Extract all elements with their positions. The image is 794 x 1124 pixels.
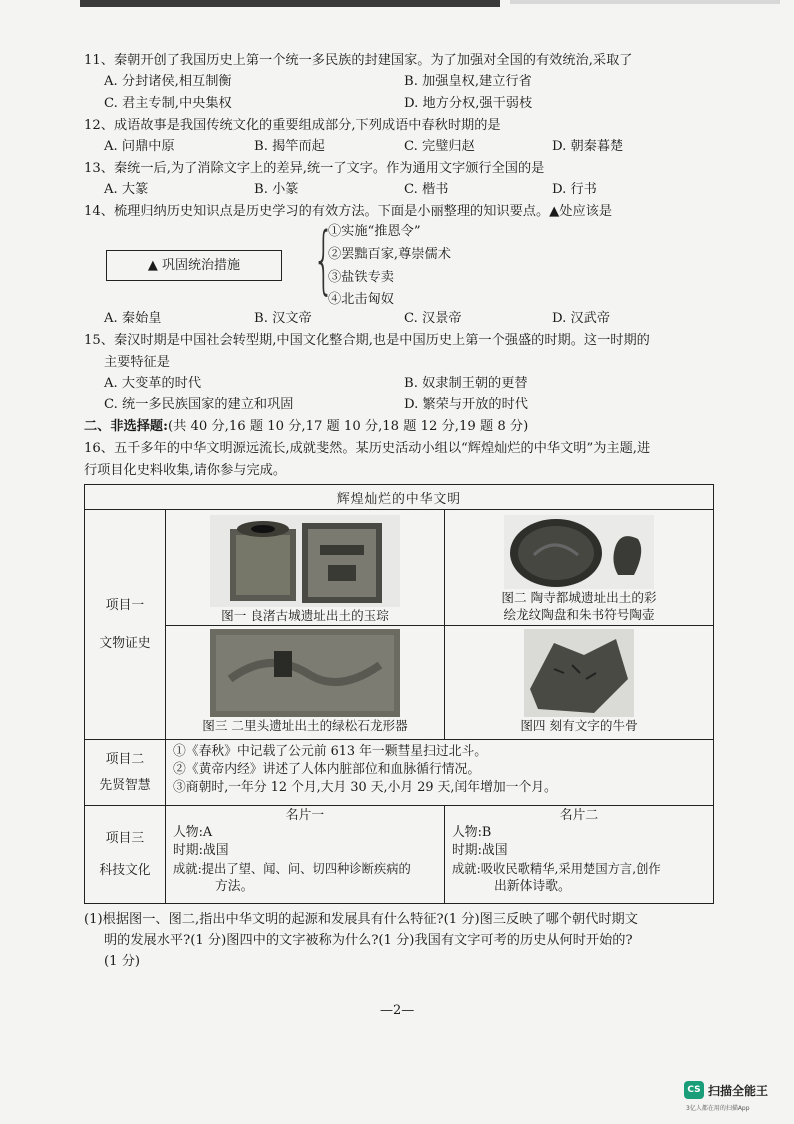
project2-label bbox=[85, 740, 166, 806]
q15-option-b: B. 奴隶制王朝的更替 bbox=[404, 376, 528, 391]
card2-period: 时期:战国 bbox=[452, 843, 508, 858]
q14-item-2: ②罢黜百家,尊崇儒术 bbox=[328, 247, 451, 262]
q14-stem: 14、梳理归纳历史知识点是历史学习的有效方法。下面是小丽整理的知识要点。▲处应该是 bbox=[84, 204, 613, 219]
fig2-cell bbox=[445, 510, 714, 626]
card1 bbox=[166, 806, 445, 904]
card2 bbox=[445, 806, 714, 904]
q15-stem-line1: 15、秦汉时期是中国社会转型期,中国文化整合期,也是中国历史上第一个强盛的时期。这一时期的 bbox=[84, 333, 650, 348]
project2-line-1: ①《春秋》中记载了公元前 613 年一颗彗星扫过北斗。 bbox=[173, 744, 488, 759]
camscanner-name: 扫描全能王 bbox=[708, 1084, 769, 1098]
project2-line-3: ③商朝时,一年分 12 个月,大月 30 天,小月 29 天,闰年增加一个月。 bbox=[173, 780, 557, 795]
page-number: —2— bbox=[380, 1003, 415, 1018]
fig2-caption-line1: 图二 陶寺都城遗址出土的彩 bbox=[501, 590, 657, 605]
q14-option-c: C. 汉景帝 bbox=[404, 311, 462, 326]
fig4-cell bbox=[445, 626, 714, 740]
fig3-caption: 图三 二里头遗址出土的绿松石龙形器 bbox=[202, 718, 408, 733]
project1-label-1: 项目一 bbox=[105, 597, 145, 613]
q14-item-4: ④北击匈奴 bbox=[328, 292, 394, 307]
q12-option-d: D. 朝秦暮楚 bbox=[552, 139, 624, 154]
camscanner-tagline: 3亿人都在用的扫描App bbox=[686, 1105, 750, 1112]
fig1-cell bbox=[166, 510, 445, 626]
card2-achievement-1: 成就:吸收民歌精华,采用楚国方言,创作 bbox=[452, 862, 661, 876]
top-scan-edge bbox=[80, 0, 500, 7]
card1-period: 时期:战国 bbox=[173, 843, 229, 858]
fig2-caption-line2: 绘龙纹陶盘和朱书符号陶壶 bbox=[503, 607, 655, 622]
q12-stem: 12、成语故事是我国传统文化的重要组成部分,下列成语中春秋时期的是 bbox=[84, 118, 501, 133]
q14-option-d: D. 汉武帝 bbox=[552, 311, 611, 326]
q15-option-d: D. 繁荣与开放的时代 bbox=[404, 397, 528, 412]
turquoise-dragon-image bbox=[210, 629, 400, 717]
project2-label-1: 项目二 bbox=[105, 751, 145, 767]
oracle-bone-image bbox=[524, 629, 634, 717]
q14-brace: { bbox=[312, 217, 335, 303]
q16-1-line1: (1)根据图一、图二,指出中华文明的起源和发展具有什么特征?(1 分)图三反映了哪个朝代时期文 bbox=[84, 912, 638, 927]
q16-1-line2: 明的发展水平?(1 分)图四中的文字被称为什么?(1 分)我国有文字可考的历史从何时开始的? bbox=[104, 933, 633, 948]
card1-achievement-2: 方法。 bbox=[215, 879, 254, 894]
q16-stem-line2: 行项目化史料收集,请你参与完成。 bbox=[84, 463, 287, 478]
q15-option-c: C. 统一多民族国家的建立和巩固 bbox=[104, 397, 294, 412]
q14-option-b: B. 汉文帝 bbox=[254, 311, 312, 326]
top-scan-edge-light bbox=[510, 0, 780, 4]
q12-option-b: B. 揭竿而起 bbox=[254, 139, 325, 154]
q13-option-d: D. 行书 bbox=[552, 182, 597, 197]
table-title: 辉煌灿烂的中华文明 bbox=[85, 485, 714, 510]
q11-option-c: C. 君主专制,中央集权 bbox=[104, 96, 232, 111]
jade-cong-image bbox=[210, 515, 400, 607]
q14-topic-label: ▲ 巩固统治措施 bbox=[147, 258, 241, 273]
q13-stem: 13、秦统一后,为了消除文字上的差异,统一了文字。作为通用文字颁行全国的是 bbox=[84, 161, 545, 176]
project2-line-2: ②《黄帝内经》讲述了人体内脏部位和血脉循行情况。 bbox=[173, 762, 481, 777]
q15-stem-line2: 主要特征是 bbox=[104, 355, 170, 370]
q12-option-a: A. 问鼎中原 bbox=[104, 139, 175, 154]
q13-option-a: A. 大篆 bbox=[104, 182, 149, 197]
q11-option-d: D. 地方分权,强干弱枝 bbox=[404, 96, 533, 111]
q14-item-1: ①实施“推恩令” bbox=[328, 224, 421, 239]
fig4-caption: 图四 刻有文字的牛骨 bbox=[520, 718, 638, 733]
project1-label-2: 文物证史 bbox=[99, 635, 151, 651]
card1-person: 人物:A bbox=[173, 825, 213, 840]
project1-label bbox=[85, 510, 166, 740]
q11-option-b: B. 加强皇权,建立行省 bbox=[404, 74, 532, 89]
card1-achievement-1: 成就:提出了望、闻、问、切四种诊断疾病的 bbox=[173, 862, 411, 876]
q16-1-line3: (1 分) bbox=[104, 954, 141, 969]
project3-label-2: 科技文化 bbox=[99, 862, 151, 878]
q15-option-a: A. 大变革的时代 bbox=[104, 376, 202, 391]
q14-item-3: ③盐铁专卖 bbox=[328, 270, 394, 285]
card2-title: 名片二 bbox=[559, 808, 599, 823]
project3-label bbox=[85, 806, 166, 904]
q11-stem: 11、秦朝开创了我国历史上第一个统一多民族的封建国家。为了加强对全国的有效统治,采取了 bbox=[84, 53, 633, 68]
project3-label-1: 项目三 bbox=[105, 830, 145, 846]
section2-title: 二、非选择题: bbox=[84, 419, 168, 434]
card1-title: 名片一 bbox=[285, 808, 325, 823]
project2-content bbox=[166, 740, 714, 806]
q13-option-c: C. 楷书 bbox=[404, 182, 449, 197]
civilization-table bbox=[84, 484, 714, 904]
fig1-caption: 图一 良渚古城遗址出土的玉琮 bbox=[221, 608, 389, 623]
q13-option-b: B. 小篆 bbox=[254, 182, 299, 197]
section2-detail: (共 40 分,16 题 10 分,17 题 10 分,18 题 12 分,19 题 8 分) bbox=[168, 419, 529, 434]
q12-option-c: C. 完璧归赵 bbox=[404, 139, 475, 154]
section2-heading bbox=[84, 418, 528, 436]
fig3-cell bbox=[166, 626, 445, 740]
camscanner-logo-icon: CS bbox=[684, 1081, 704, 1099]
card2-achievement-2: 出新体诗歌。 bbox=[494, 879, 571, 894]
painted-pottery-image bbox=[504, 515, 654, 589]
q14-option-a: A. 秦始皇 bbox=[104, 311, 162, 326]
q16-stem-line1: 16、五千多年的中华文明源远流长,成就斐然。某历史活动小组以“辉煌灿烂的中华文明”为主题,进 bbox=[84, 441, 651, 456]
q14-topic-box bbox=[106, 250, 282, 281]
q11-option-a: A. 分封诸侯,相互制衡 bbox=[104, 74, 232, 89]
card2-person: 人物:B bbox=[452, 825, 492, 840]
project2-label-2: 先贤智慧 bbox=[99, 777, 151, 793]
